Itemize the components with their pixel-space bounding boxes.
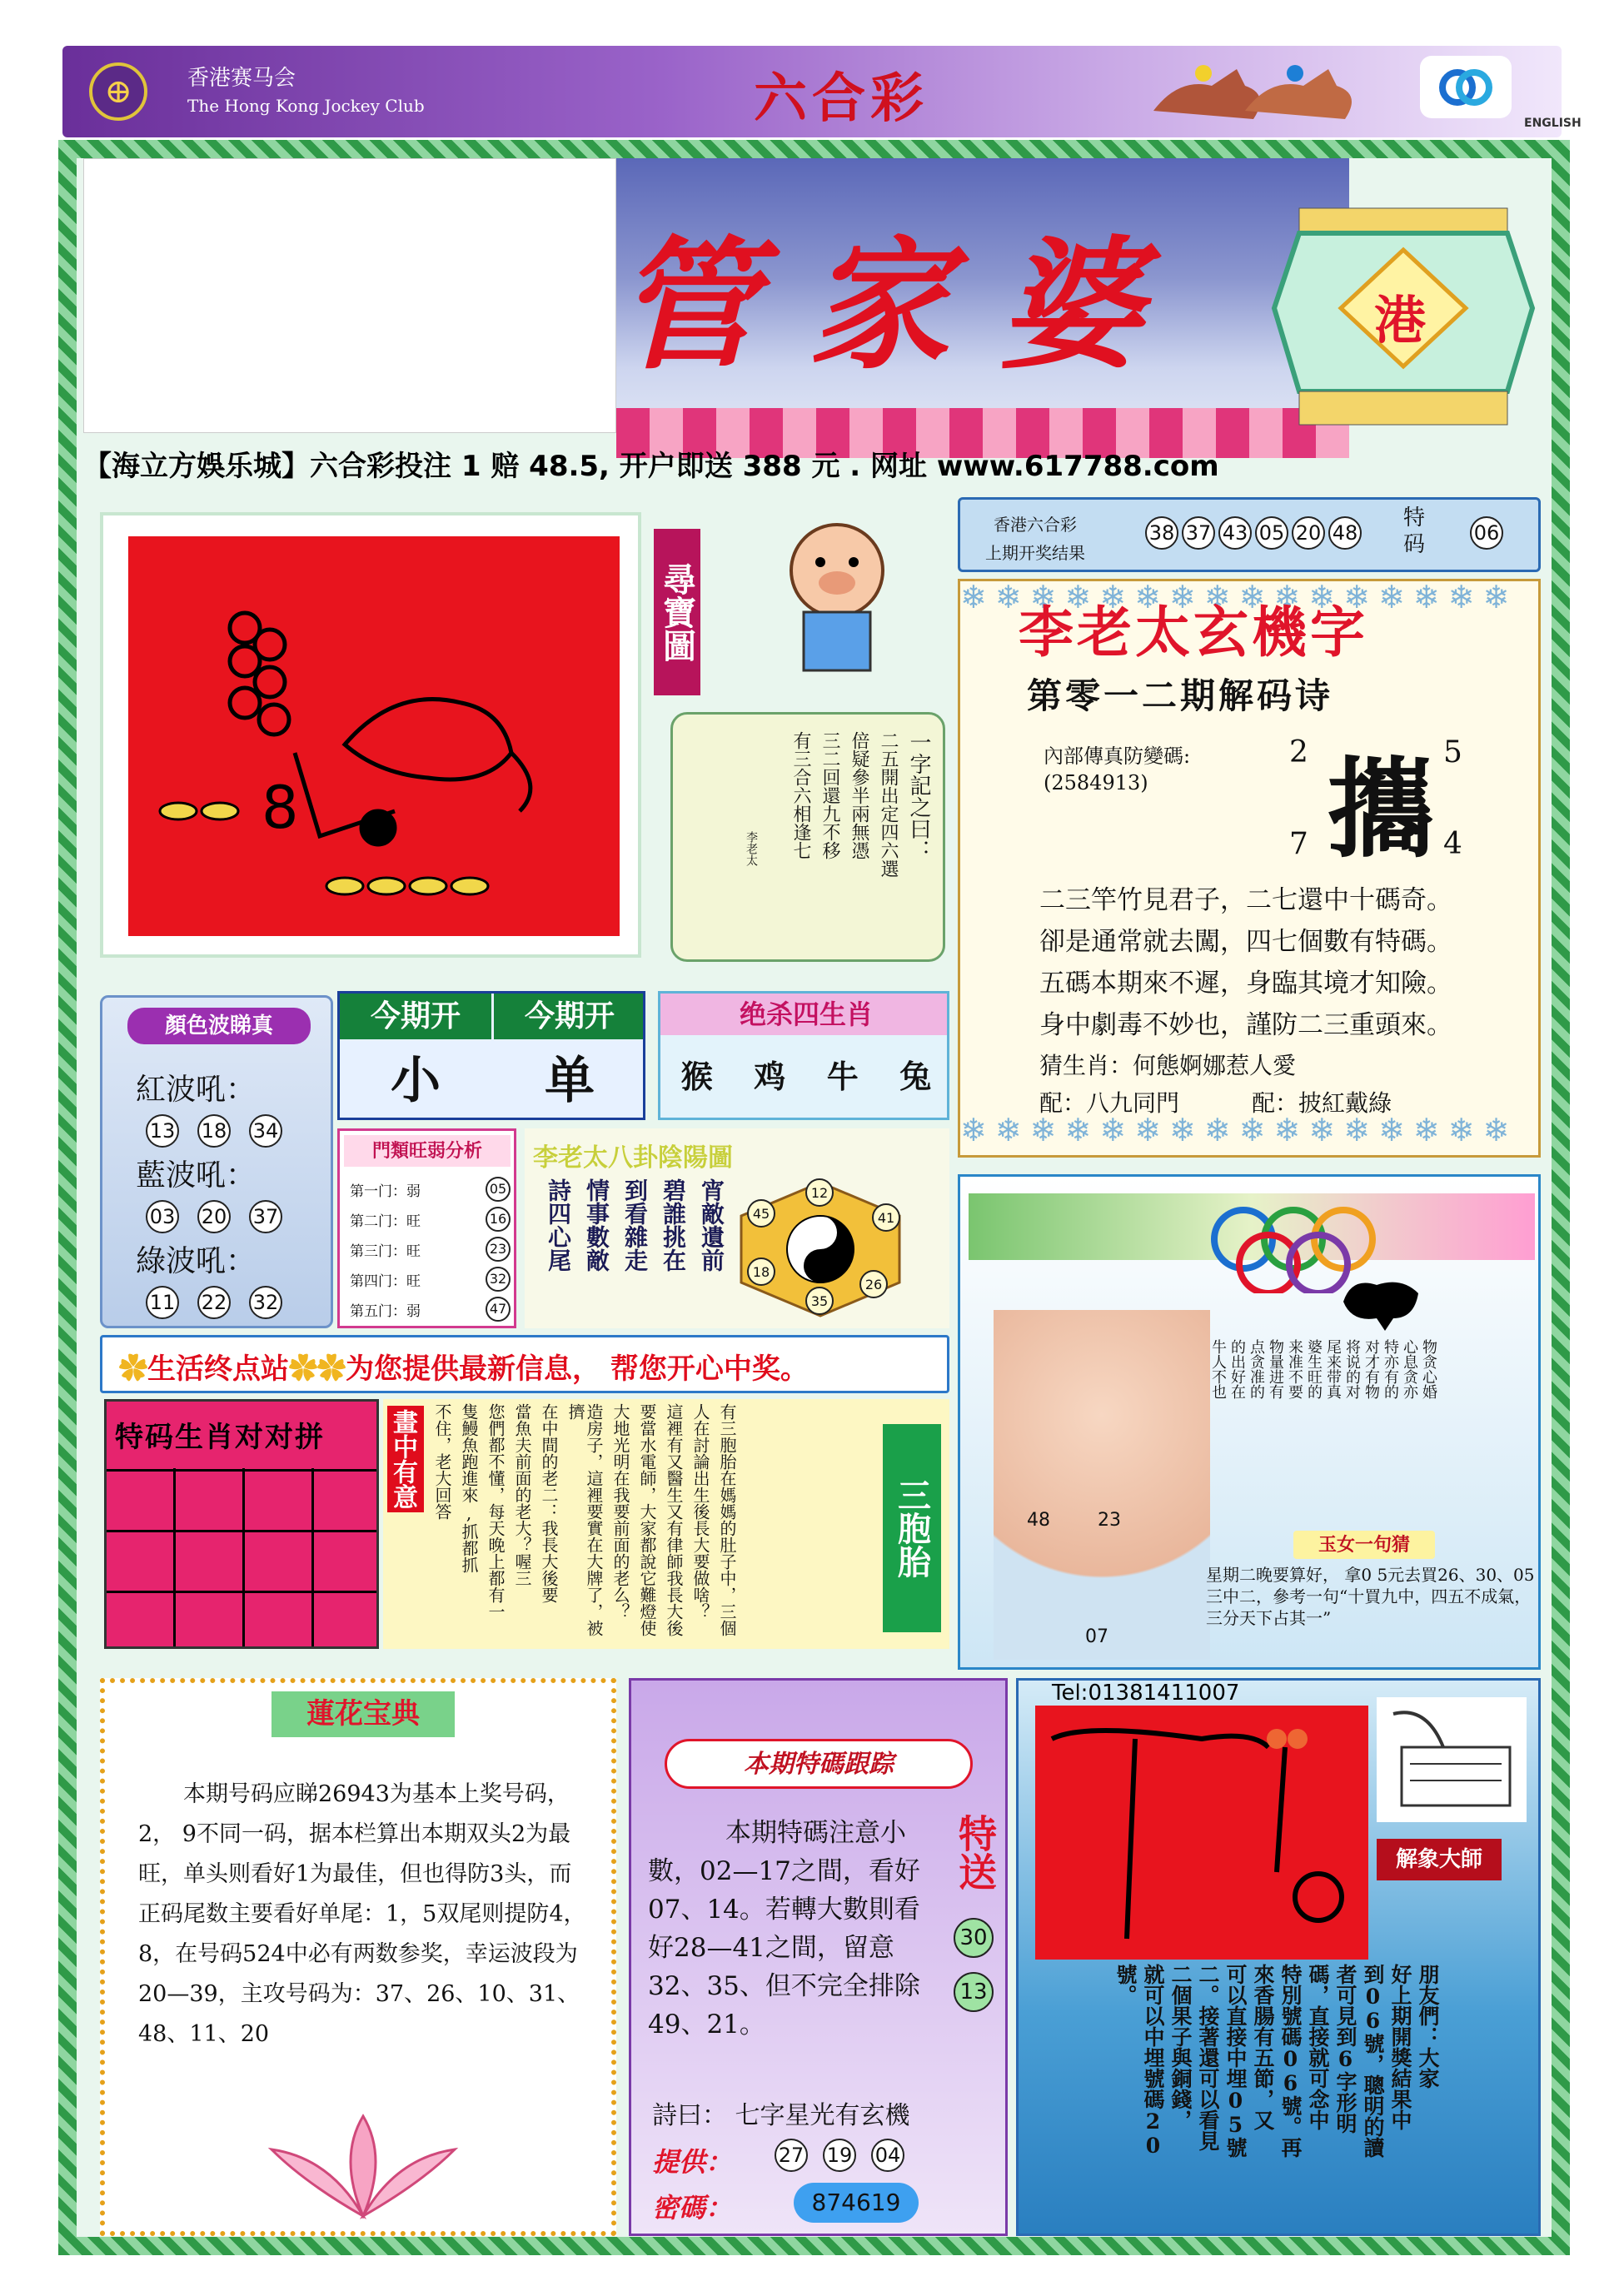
eight-gua-title: 李老太八卦陰陽圖	[533, 1143, 733, 1173]
poem-col: 碧誰挑在	[660, 1178, 687, 1272]
jade-col: 点贪准的	[1248, 1339, 1265, 1399]
master-col: 可以直接中埋05號	[1223, 1964, 1248, 2158]
painting-col: 要當水電師，大家都說它難燈使	[637, 1403, 657, 1636]
special-send-2: 13	[952, 1972, 995, 2012]
poem-col: 到看雜走	[621, 1178, 649, 1272]
master-col: 碼，直接就可念中	[1306, 1964, 1330, 2130]
master-panel	[1016, 1678, 1541, 2236]
jade-col: 婆生旺的	[1305, 1339, 1323, 1399]
pair-grid-lines	[107, 1468, 379, 1649]
result-ball: 37	[1182, 516, 1215, 550]
lotus-panel	[100, 1678, 616, 2236]
book-icon	[1377, 1697, 1527, 1822]
jade-col: 心息贪亦	[1401, 1339, 1418, 1399]
code-value: 874619	[794, 2183, 919, 2223]
green-wave-numbers	[144, 1286, 284, 1319]
page-title: 六合彩	[754, 67, 929, 130]
lantern-icon	[1266, 175, 1541, 450]
result-ball: 48	[1328, 516, 1362, 550]
door-analysis-title: 門類旺弱分析	[344, 1135, 511, 1167]
period-header-1: 今期开	[340, 994, 491, 1039]
pair-1: 配：八九同門	[1039, 1089, 1180, 1117]
jade-num-3: 07	[1085, 1626, 1108, 1647]
code-label: 密碼：	[652, 2192, 733, 2224]
banner-title: 管家婆	[616, 222, 1192, 389]
lotus-flower-icon	[255, 2108, 471, 2224]
result-ball: 43	[1218, 516, 1252, 550]
pig-mascot-icon	[745, 512, 929, 687]
gua-ball: 18	[747, 1258, 775, 1286]
pair-2: 配：披紅戴綠	[1252, 1089, 1392, 1117]
scroll-line-1: 二五開出定四六選	[878, 731, 899, 878]
li-poem-panel	[958, 579, 1541, 1158]
club-name-cn: 香港赛马会	[187, 66, 296, 91]
banner-ad-text[interactable]: 【海立方娛乐城】六合彩投注 1 赔 48.5, 开户即送 388 元 . 网址 www.617788.com	[83, 450, 1219, 483]
poem-line: 二三竿竹見君子，二七還中十碼奇。	[1039, 885, 1452, 915]
green-wave-label: 綠波吼：	[136, 1244, 257, 1278]
li-poem-title: 李老太玄機字	[1019, 600, 1368, 665]
gua-ball: 35	[805, 1287, 834, 1315]
jade-col: 特亦有的	[1382, 1339, 1399, 1399]
pair-grid-title: 特码生肖对对拼	[115, 1421, 325, 1454]
track-title: 本期特碼跟踪	[665, 1739, 973, 1789]
door-row: 第五门：弱 47	[350, 1297, 512, 1327]
track-panel	[629, 1678, 1008, 2236]
jade-col: 来准不要	[1286, 1339, 1303, 1399]
door-row: 第一门：弱 05	[350, 1177, 512, 1207]
jade-col: 尾来带真	[1324, 1339, 1342, 1399]
period-value-2: 单	[545, 1052, 595, 1110]
english-link[interactable]: ENGLISH	[1524, 117, 1582, 130]
model-photo	[994, 1310, 1210, 1660]
painting-col: 隻鰻魚跑進來,抓都抓	[459, 1403, 479, 1573]
header-bar	[62, 46, 1582, 137]
jade-title: 玉女一句猜	[1293, 1531, 1435, 1559]
triplets-label: 三胞胎	[883, 1424, 941, 1632]
blue-ball: 20	[197, 1200, 231, 1233]
track-text: 本期特碼注意小數，02—17之間，看好07、14。若轉大數則看好28—41之間，留意32、35、但不完全排除49、21。	[648, 1818, 920, 2039]
jade-num-1: 48	[1027, 1510, 1050, 1531]
kill-four-title: 绝杀四生肖	[660, 994, 949, 1035]
yin-yang-icon	[733, 1178, 908, 1320]
green-ball: 32	[249, 1286, 282, 1319]
jade-text: 星期二晚要算好， 拿0 5元去買26、30、05三中二，參考一句“十買九中，四五不成氣，三分天下占其一”	[1206, 1565, 1535, 1628]
jade-col: 物贪心婚	[1420, 1339, 1437, 1399]
last-result-numbers	[1143, 516, 1363, 550]
painting-col: 大地光明在我要前面的老么？	[610, 1403, 630, 1620]
master-col: 朋友們：大家	[1416, 1964, 1440, 2089]
painting-col: 當魚夫前面的老大？喔三	[512, 1403, 532, 1586]
poem-lines	[1039, 879, 1452, 1046]
svg-text:8: 8	[262, 774, 299, 842]
life-banner-text: ✿生活终点站✿✿为您提供最新信息， 帮您开心中奖。	[119, 1352, 809, 1386]
poem-line: 五碼本期來不遲，身臨其境才知險。	[1039, 969, 1452, 999]
li-poem-subtitle: 第零一二期解码诗	[1027, 675, 1334, 716]
green-ball: 11	[146, 1286, 179, 1319]
provide-ball: 27	[775, 2139, 808, 2172]
pair-grid-panel	[104, 1399, 379, 1649]
zodiac-item: 兔	[899, 1058, 932, 1095]
period-value-1: 小	[391, 1052, 441, 1110]
jade-col: 物量进有	[1267, 1339, 1284, 1399]
banner	[83, 158, 1541, 500]
color-wave-title: 顏色波睇真	[127, 1008, 311, 1044]
gua-ball: 12	[805, 1178, 834, 1207]
jade-columns	[1210, 1339, 1437, 1514]
lottery-logo-icon[interactable]	[1420, 56, 1512, 118]
door-row: 第二门：旺 16	[350, 1207, 512, 1237]
master-drawing	[1035, 1706, 1368, 1960]
red-wave-label: 紅波吼：	[136, 1073, 257, 1107]
jade-girl-panel	[958, 1174, 1541, 1670]
lotus-title: 蓮花宝典	[271, 1691, 455, 1737]
corner-num-bl: 7	[1289, 827, 1308, 861]
treasure-map	[654, 512, 962, 979]
master-col: 二個果子與銅錢，	[1168, 1964, 1193, 2130]
guess-zodiac: 猜生肖：何態婀娜惹人愛	[1039, 1052, 1297, 1079]
zodiac-item: 牛	[826, 1058, 859, 1095]
treasure-map-title: 尋寶圖	[654, 529, 700, 695]
provide-ball: 04	[871, 2139, 904, 2172]
gang-char: 港	[1374, 290, 1427, 351]
gua-ball: 45	[747, 1199, 775, 1228]
master-columns	[1114, 1964, 1439, 2222]
special-send-label: 特送	[953, 1814, 998, 1890]
painting-tag: 畫中有意	[387, 1406, 424, 1512]
corner-num-tr: 5	[1443, 735, 1462, 769]
lotus-text: 本期号码应睇26943为基本上奖号码，2， 9不同一码，据本栏算出本期双头2为最旺，单头则看好1为最佳，但也得防3头，而正码尾数主要看好单尾：1，5双尾则提防4，8，在号码524中必有两数参奖，幸运波段为20—39，主攻号码为：37、26、10、31、48、11、20	[138, 1781, 586, 2047]
banner-blank	[83, 158, 616, 433]
eight-gua-poem	[541, 1178, 728, 1272]
scroll-line-4: 有三合六相逢七	[790, 731, 811, 859]
jockey-club-logo-icon[interactable]: ⊕	[89, 62, 147, 121]
painting-col: 人在討論出生後長大要做啥？	[690, 1403, 710, 1620]
snowflake-border-top: ❄❄❄❄❄❄❄❄❄❄❄❄❄❄❄❄	[960, 581, 1518, 615]
blue-wave-numbers	[144, 1200, 284, 1233]
zodiac-item: 猴	[680, 1058, 713, 1095]
eight-gua-panel	[525, 1128, 949, 1328]
gua-ball: 41	[872, 1203, 900, 1232]
poem-col: 情事數敵	[583, 1178, 610, 1272]
club-name-en: The Hong Kong Jockey Club	[187, 96, 425, 116]
last-result	[958, 497, 1541, 572]
master-col: 就可以中埋號碼20	[1141, 1964, 1165, 2158]
this-period-panel	[337, 991, 645, 1120]
red-ball: 34	[249, 1114, 282, 1148]
special-label: 特码	[1402, 506, 1425, 557]
jade-num-2: 23	[1098, 1510, 1121, 1531]
green-ball: 22	[197, 1286, 231, 1319]
red-ball: 13	[146, 1114, 179, 1148]
corner-num-tl: 2	[1289, 735, 1308, 769]
master-col: 到06號，聰明的讀	[1361, 1964, 1385, 2158]
master-col: 二。接著還可以看見	[1196, 1964, 1220, 2151]
master-col: 好上期開獎結果中	[1388, 1964, 1412, 2130]
blue-wave-label: 藍波吼：	[136, 1158, 257, 1193]
track-poem: 詩曰： 七字星光有玄機	[652, 2101, 910, 2130]
red-wave-numbers	[144, 1114, 284, 1148]
horse-racing-icon	[1145, 52, 1370, 129]
jade-col: 牛人不也	[1209, 1339, 1227, 1399]
corner-num-br: 4	[1443, 827, 1462, 861]
last-result-label: 香港六合彩	[994, 515, 1077, 535]
snowflake-border-bottom: ❄❄❄❄❄❄❄❄❄❄❄❄❄❄❄❄	[960, 1114, 1518, 1148]
painting-col: 不住，老大回答	[432, 1403, 452, 1520]
jade-col: 将说的对	[1343, 1339, 1361, 1399]
door-rows	[350, 1177, 512, 1327]
master-col: 號。	[1113, 1964, 1138, 2005]
blue-ball: 37	[249, 1200, 282, 1233]
ox-icon	[1335, 1268, 1427, 1335]
painting-col: 您們都不懂，每天晚上都有一	[486, 1403, 506, 1620]
master-title: 解象大師	[1377, 1839, 1502, 1880]
color-wave-panel	[100, 995, 333, 1328]
fax-label: 內部傳真防變碼:	[1044, 745, 1191, 768]
big-riddle-char: 攜	[1327, 745, 1436, 873]
jade-col: 对才有物	[1362, 1339, 1380, 1399]
master-col: 者可見到6字形明	[1333, 1964, 1357, 2134]
jade-col: 的出好在	[1228, 1339, 1246, 1399]
poem-line: 身中劇毒不妙也，謹防二三重頭來。	[1039, 1010, 1452, 1040]
door-row: 第四门：旺 32	[350, 1267, 512, 1297]
treasure-riddle-drawing	[100, 512, 641, 958]
painting-col: 這裡有又醫生又有律師我長大後	[664, 1403, 684, 1636]
period-header-2: 今期开	[494, 994, 645, 1039]
painting-col: 在中間的老二：我長大後要	[539, 1403, 559, 1603]
painting-columns	[433, 1403, 736, 1645]
kill-four-items	[660, 1043, 949, 1110]
poem-col: 宵敵遺前	[698, 1178, 725, 1272]
painting-col: 造房子，這裡要實在大牌了，被擠	[565, 1403, 604, 1636]
life-banner	[100, 1335, 949, 1393]
door-analysis-panel	[337, 1128, 516, 1328]
master-col: 來香腸有五節，又	[1251, 1964, 1275, 2130]
scroll-sign: 李老太	[745, 831, 758, 866]
provide-numbers	[773, 2139, 906, 2172]
provide-label: 提供：	[652, 2146, 733, 2178]
provide-ball: 19	[823, 2139, 856, 2172]
scroll-line-2: 倍疑參半兩無憑	[849, 731, 869, 859]
fax-code: (2584913)	[1044, 771, 1148, 794]
painting-col: 有三胞胎在媽媽的肚子中，三個	[717, 1403, 737, 1636]
poem-col: 詩四心尾	[545, 1178, 572, 1272]
scroll-line-3: 三二回還九不移	[819, 731, 840, 859]
gua-ball: 26	[859, 1270, 888, 1298]
rat-drawing-panel	[128, 536, 620, 936]
result-ball: 38	[1145, 516, 1178, 550]
last-result-sublabel: 上期开奖结果	[985, 543, 1085, 563]
door-row: 第三门：旺 23	[350, 1237, 512, 1267]
special-send-1: 30	[952, 1918, 995, 1958]
special-number: 06	[1468, 516, 1505, 550]
master-col: 特別號碼06號。再	[1278, 1964, 1303, 2158]
blue-ball: 03	[146, 1200, 179, 1233]
red-ball: 18	[197, 1114, 231, 1148]
zodiac-item: 鸡	[754, 1058, 786, 1095]
treasure-scroll	[670, 712, 945, 962]
result-ball: 05	[1255, 516, 1288, 550]
result-ball: 20	[1292, 516, 1325, 550]
master-phone: Tel:01381411007	[1052, 1681, 1240, 1706]
scroll-heading: 一字記之曰：	[906, 731, 931, 861]
painting-text-panel	[383, 1399, 949, 1649]
poem-line: 卻是通常就去闖，四七個數有特碼。	[1039, 927, 1452, 957]
kill-four-panel	[658, 991, 949, 1120]
